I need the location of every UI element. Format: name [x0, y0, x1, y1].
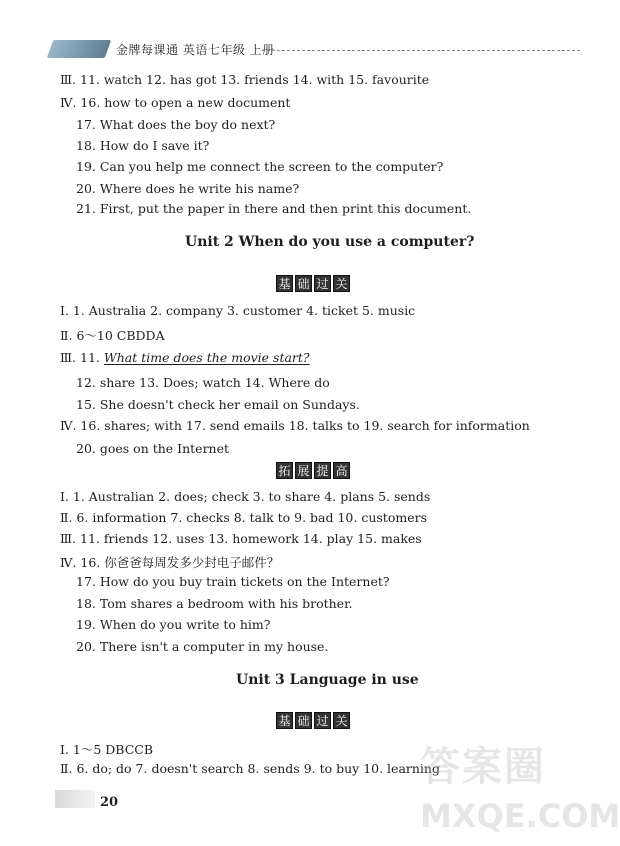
header-title: 金牌每课通 英语七年级 上册 — [116, 43, 275, 57]
badge-char: 拓 — [276, 462, 293, 479]
brand-logo-icon — [47, 40, 112, 58]
badge-char: 展 — [295, 462, 312, 479]
answer-line: 19. When do you write to him? — [76, 617, 271, 632]
page-number: 20 — [100, 795, 119, 810]
answer-line: Ⅱ. 6～10 CBDDA — [60, 328, 165, 343]
unit-title: Unit 2 When do you use a computer? — [185, 234, 475, 250]
watermark-url: MXQE.COM — [420, 797, 620, 835]
answer-line: 17. How do you buy train tickets on the Internet? — [76, 574, 390, 589]
item-number: Ⅲ. 11. — [60, 350, 100, 365]
badge-char: 过 — [314, 712, 331, 729]
badge-char: 础 — [295, 712, 312, 729]
answer-line: Ⅱ. 6. information 7. checks 8. talk to 9. bad 10. customers — [60, 510, 427, 525]
section-badge — [276, 462, 350, 479]
answer-line: Ⅳ. 16. shares; with 17. send emails 18. talks to 19. search for information — [60, 418, 530, 433]
answer-line: 19. Can you help me connect the screen to the computer? — [76, 159, 444, 174]
answer-line: 20. Where does he write his name? — [76, 181, 300, 196]
badge-char: 基 — [276, 275, 293, 292]
answer-line: Ⅰ. 1～5 DBCCB — [60, 742, 154, 757]
header-divider — [262, 50, 580, 51]
answer-line: 15. She doesn't check her email on Sundays. — [76, 397, 360, 412]
answer-line: Ⅲ. 11. watch 12. has got 13. friends 14. with 15. favourite — [60, 72, 430, 87]
unit-title: Unit 3 Language in use — [236, 672, 419, 688]
answer-line: Ⅱ. 6. do; do 7. doesn't search 8. sends 9. to buy 10. learning — [60, 761, 440, 776]
badge-char: 关 — [333, 712, 350, 729]
watermark-text: 答案圈 — [420, 744, 546, 790]
page-header — [50, 38, 580, 62]
handwritten-answer: What time does the movie start? — [103, 350, 310, 365]
answer-line: 20. goes on the Internet — [76, 441, 230, 456]
badge-char: 础 — [295, 275, 312, 292]
answer-line: 18. How do I save it? — [76, 138, 210, 153]
footer-decoration — [55, 790, 95, 808]
answer-line: Ⅳ. 16. how to open a new document — [60, 95, 291, 110]
badge-char: 关 — [333, 275, 350, 292]
answer-line: Ⅰ. 1. Australia 2. company 3. customer 4. ticket 5. music — [60, 303, 416, 318]
answer-line: Ⅰ. 1. Australian 2. does; check 3. to share 4. plans 5. sends — [60, 489, 431, 504]
watermark-logo — [420, 735, 620, 845]
badge-char: 提 — [314, 462, 331, 479]
answer-line: 17. What does the boy do next? — [76, 117, 276, 132]
answer-line: Ⅳ. 16. 你爸爸每周发多少封电子邮件？ — [60, 555, 280, 570]
answer-line — [60, 350, 310, 365]
answer-line: 18. Tom shares a bedroom with his brother. — [76, 596, 353, 611]
section-badge — [276, 712, 350, 729]
answer-line: 21. First, put the paper in there and then print this document. — [76, 201, 472, 216]
badge-char: 高 — [333, 462, 350, 479]
section-badge — [276, 275, 350, 292]
answer-line: 12. share 13. Does; watch 14. Where do — [76, 375, 330, 390]
badge-char: 过 — [314, 275, 331, 292]
answer-line: Ⅲ. 11. friends 12. uses 13. homework 14. play 15. makes — [60, 531, 422, 546]
answer-line: 20. There isn't a computer in my house. — [76, 639, 329, 654]
badge-char: 基 — [276, 712, 293, 729]
